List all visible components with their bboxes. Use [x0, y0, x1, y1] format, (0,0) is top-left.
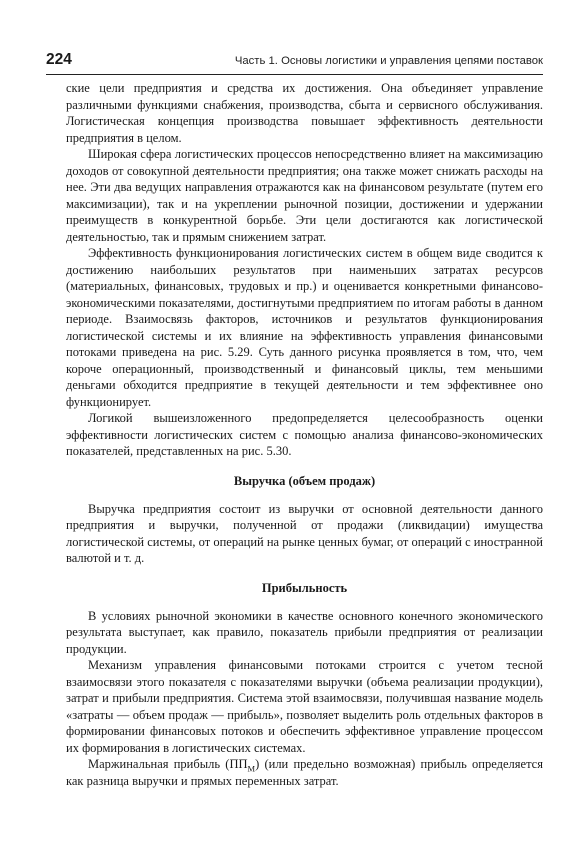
paragraph: Выручка предприятия состоит из выручки от основной деятельности данного предприятия и выручки, полученной от продажи (ликвидации) имущества логистической системы, от операций на рынке ценных бумаг, от операций с иностранной валютой и т. д. — [66, 501, 543, 565]
paragraph: Эффективность функционирования логистических систем в общем виде сводится к достижению наибольших результатов при наименьших затратах ресурсов (материальных, финансовых, трудовых и пр.) и оценивается конкретными финансово-экономическими показателями, достигнутыми предприятием по итогам работы в данном периоде. Взаимосвязь факторов, источников и результатов функционирования логистической системы и их влияние на эффективность управления финансовыми потоками приведена на рис. 5.29. Суть данного рисунка проявляется в том, что, чем короче операционный, производственный и финансовый циклы, тем меньшими деньгами обходится предприятие в текущей деятельности и тем эффективнее оно функционирует. — [66, 246, 543, 409]
running-title: Часть 1. Основы логистики и управления цепями поставок — [234, 55, 543, 67]
section-heading-revenue: Выручка (объем продаж) — [233, 473, 376, 488]
page-body — [66, 80, 543, 789]
section-heading-profitability: Прибыльность — [261, 580, 348, 595]
paragraph: Широкая сфера логистических процессов непосредственно влияет на максимизацию доходов от совокупной деятельности предприятия; она также может снижать расходы на нее. Эти два ведущих направления отражаются как на финансовом результате (путем его максимизации), так и на укреплении рыночной позиции, достижении и удержании преимуществ в конкурентной борьбе. Эти цели достигаются как логистической деятельностью, так и прямым снижением затрат. — [66, 147, 543, 244]
marginal-subscript: М — [247, 763, 256, 774]
page-header — [46, 50, 543, 75]
paragraph-marginal-profit — [66, 756, 543, 789]
paragraph: В условиях рыночной экономики в качестве основного конечного экономического результата выступает, как правило, показатель прибыли предприятия от реализации продукции. — [66, 608, 543, 656]
marginal-text-after: ) (или предельно возможная) прибыль определяется как разница выручки и прямых переменных затрат. — [66, 757, 543, 788]
paragraph: Логикой вышеизложенного предопределяется целесообразность оценки эффективности логистических систем с помощью анализа финансово-экономических показателей, представленных на рис. 5.30. — [66, 411, 543, 458]
paragraph: ские цели предприятия и средства их достижения. Она объединяет управление различными функциями снабжения, производства, сбыта и сервисного обслуживания. Логистическая концепция производства повышает эффективность деятельности предприятия в целом. — [66, 81, 543, 145]
marginal-text-before: Маржинальная прибыль (ПП — [88, 757, 248, 771]
page-number: 224 — [46, 51, 72, 68]
paragraph: Механизм управления финансовыми потоками строится с учетом тесной взаимосвязи этого показателя с показателями выручки (объема реализации продукции), затрат и прибыли предприятия. Система этой взаимосвязи, получившая название модель «затраты — объем продаж — прибыль», позволяет выделить роль отдельных факторов в формировании финансовых потоков и обеспечить эффективное управление процессом их формирования в логистических системах. — [66, 658, 543, 755]
